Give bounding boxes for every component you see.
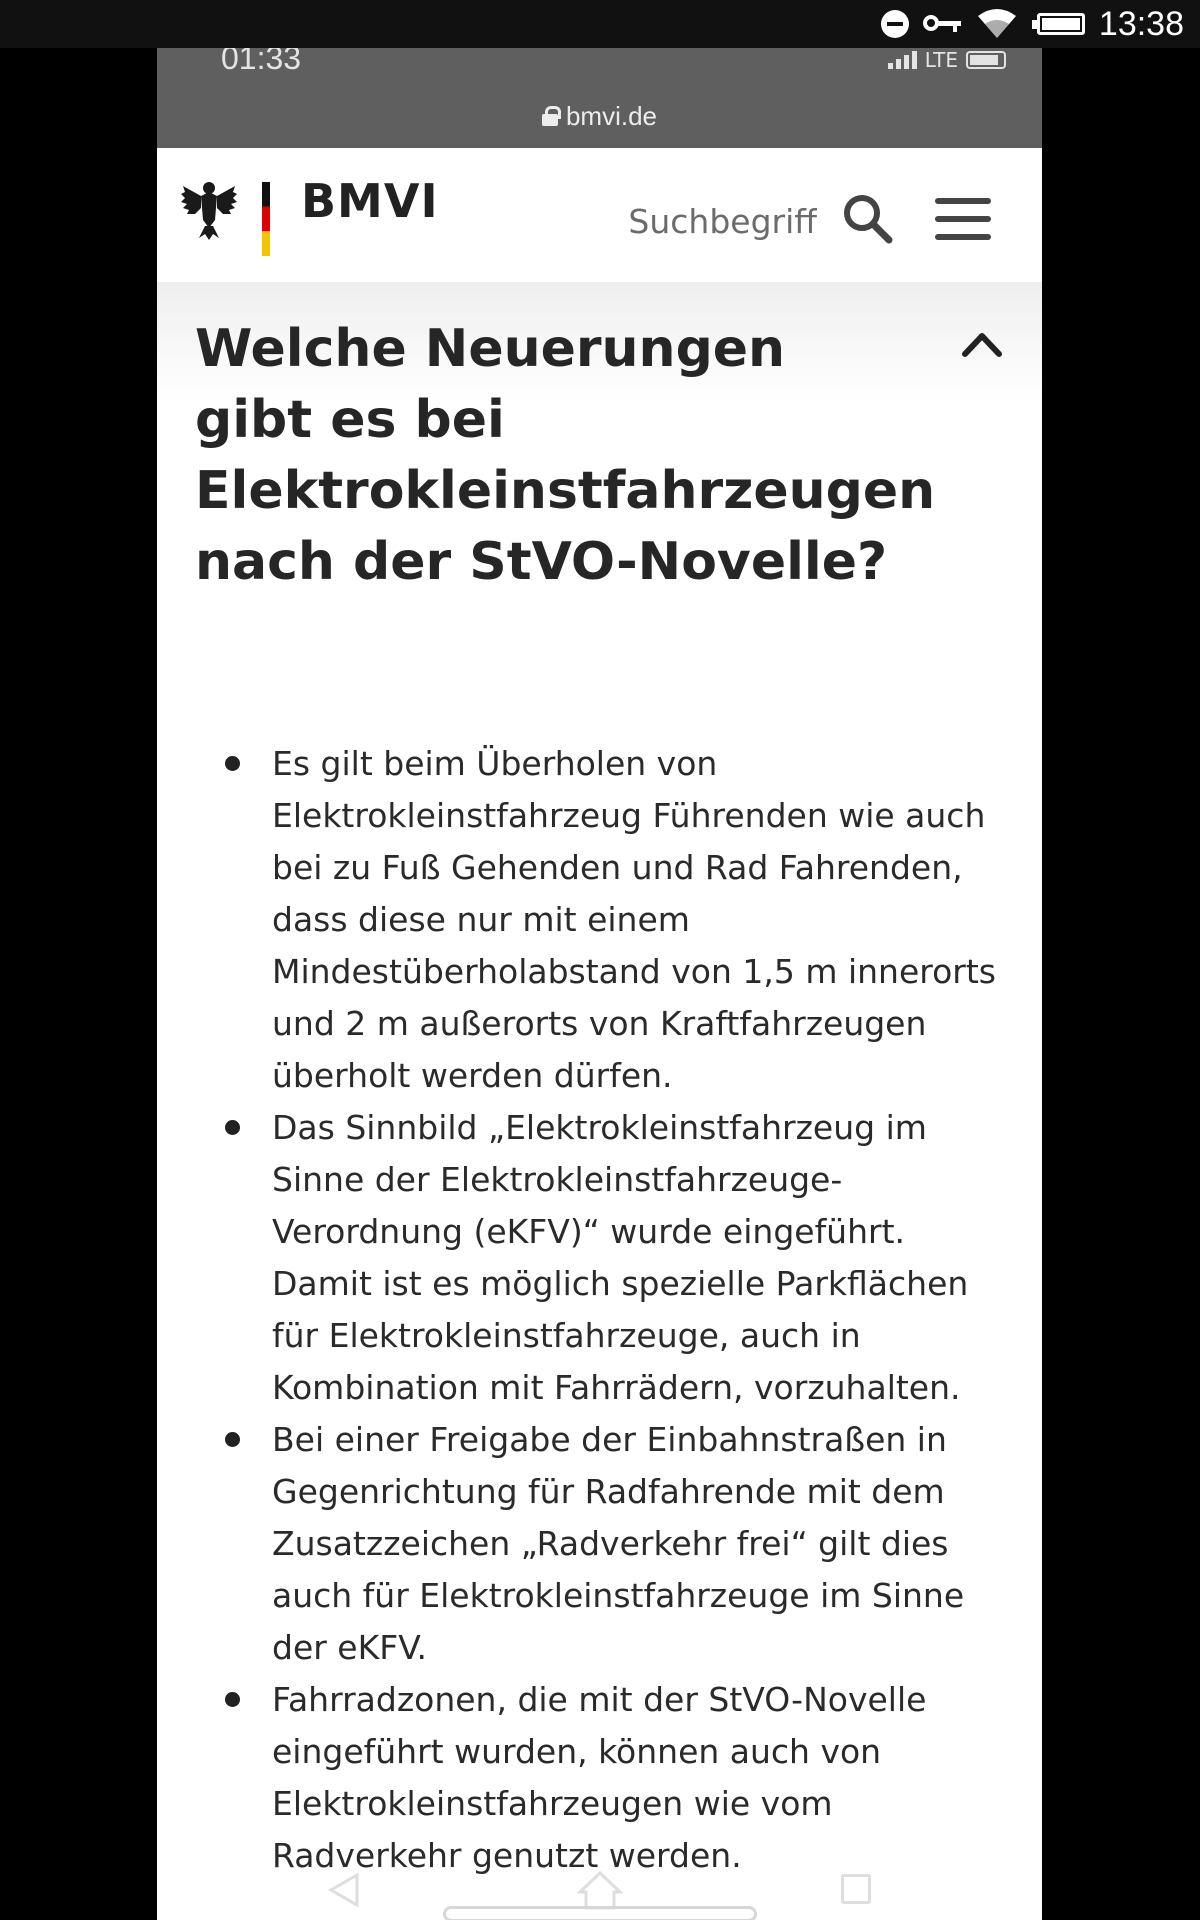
chevron-up-icon[interactable]: [957, 324, 1007, 364]
back-icon[interactable]: [327, 1872, 361, 1908]
lock-icon: [542, 106, 558, 126]
recent-apps-icon[interactable]: [841, 1874, 871, 1904]
federal-eagle-icon: [179, 178, 239, 240]
home-icon[interactable]: [577, 1870, 623, 1910]
phone-navigation-bar: [157, 1868, 1042, 1920]
phone-battery-icon: [966, 51, 1006, 69]
wifi-icon: [977, 8, 1017, 40]
site-header: [157, 148, 1042, 282]
phone-status-bar: [157, 48, 1042, 148]
bullet-icon: [225, 1692, 240, 1707]
site-logo-text[interactable]: BMVI: [301, 174, 439, 228]
bullet-icon: [225, 756, 240, 771]
vpn-key-icon: [923, 10, 963, 38]
list-item: [225, 1102, 1015, 1414]
search-icon[interactable]: [841, 192, 893, 244]
network-type: LTE: [924, 48, 958, 72]
battery-icon: [1037, 13, 1085, 35]
do-not-disturb-icon: [881, 10, 909, 38]
phone-clock: 01:33: [221, 48, 302, 76]
bullet-icon: [225, 1120, 240, 1135]
search-input[interactable]: [627, 196, 817, 246]
bullet-icon: [225, 1432, 240, 1447]
url-text: bmvi.de: [565, 100, 658, 131]
device-status-bar: [0, 0, 1200, 48]
list-item: [225, 1674, 1015, 1882]
hamburger-menu-icon[interactable]: [935, 198, 991, 240]
signal-icon: [888, 51, 917, 69]
accordion-question[interactable]: Welche Neuerungen gibt es bei Elektrokleinstfahrzeugen nach der StVO-Novelle?: [195, 319, 936, 592]
gesture-handle[interactable]: [443, 1906, 757, 1920]
list-item-text: Fahrradzonen, die mit der StVO-Novelle eingeführt wurden, können auch von Elektrokleinstfahrzeugen wie vom Radverkehr genutzt werden.: [272, 1680, 927, 1875]
answer-list: [225, 738, 1015, 1882]
list-item-text: Bei einer Freigabe der Einbahnstraßen in Gegenrichtung für Radfahrende mit dem Zusatzzeichen „Radverkehr frei“ gilt dies auch für Elektrokleinstfahrzeuge im Sinne der eKFV.: [272, 1420, 965, 1667]
list-item-text: Es gilt beim Überholen von Elektrokleinstfahrzeug Führenden wie auch bei zu Fuß Gehenden und Rad Fahrenden, dass diese nur mit einem Mindestüberholabstand von 1,5 m innerorts und 2 m außerorts von Kraftfahrzeugen überholt werden dürfen.: [272, 744, 997, 1095]
device-clock: 13:38: [1098, 4, 1184, 43]
list-item-text: Das Sinnbild „Elektrokleinstfahrzeug im Sinne der Elektrokleinstfahrzeuge-Verordnung (eKFV)“ wurde eingeführt. Damit ist es möglich spezielle Parkflächen für Elektrokleinstfahrzeuge, auch in Kombination mit Fahrrädern, vorzuhalten.: [272, 1108, 969, 1407]
flag-bar: [262, 182, 270, 256]
list-item: [225, 1414, 1015, 1674]
address-bar[interactable]: [157, 96, 1042, 136]
phone-screenshot: [157, 48, 1042, 1920]
list-item: [225, 738, 1015, 1102]
